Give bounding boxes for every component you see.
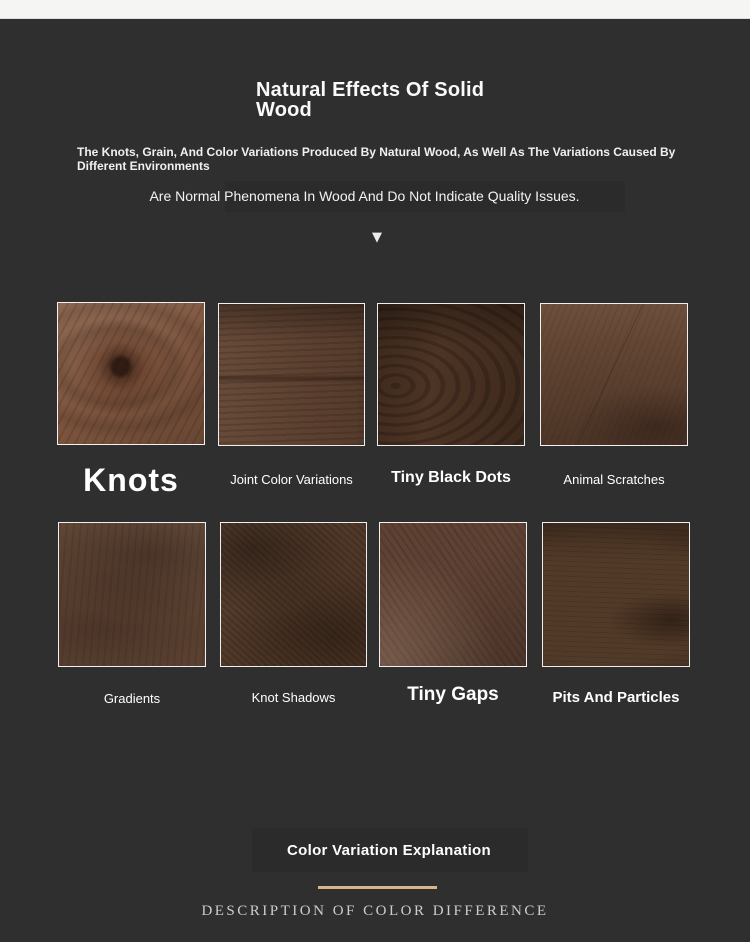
wood-caption-knot-shadows: Knot Shadows — [251, 690, 336, 705]
wood-sample-gradients — [58, 522, 206, 667]
page-top-strip — [0, 0, 750, 19]
wood-sample-tiny-gaps — [379, 522, 527, 667]
wood-sample-tiny-black-dots — [377, 303, 525, 446]
wood-caption-pits-and-particles: Pits And Particles — [552, 689, 680, 706]
wood-caption-gradients: Gradients — [103, 691, 161, 706]
footer-heading: Color Variation Explanation — [287, 842, 491, 859]
wood-caption-joint-color-variations: Joint Color Variations — [230, 472, 353, 487]
wood-sample-pits-and-particles — [542, 522, 690, 667]
footer-subheading: DESCRIPTION OF COLOR DIFFERENCE — [201, 903, 549, 919]
section-title-line1: Natural Effects Of Solid — [256, 79, 485, 101]
wood-caption-tiny-gaps: Tiny Gaps — [407, 684, 499, 705]
section-divider — [318, 886, 437, 889]
wood-caption-animal-scratches: Animal Scratches — [563, 472, 665, 487]
section-title-line2: Wood — [256, 99, 312, 121]
section-title — [256, 80, 516, 120]
section-subtitle-line1: The Knots, Grain, And Color Variations Produced By Natural Wood, As Well As The Variations Caused By — [77, 145, 676, 159]
triangle-down-icon: ▼ — [372, 230, 382, 245]
wood-sample-knots — [57, 302, 205, 445]
wood-sample-joint-color-variations — [218, 303, 365, 446]
wood-caption-knots: Knots — [83, 462, 179, 498]
section-subtitle — [77, 145, 717, 173]
wood-sample-animal-scratches — [540, 303, 688, 446]
wood-sample-knot-shadows — [220, 522, 367, 667]
wood-caption-tiny-black-dots: Tiny Black Dots — [391, 469, 511, 486]
section-tagline: Are Normal Phenomena In Wood And Do Not Indicate Quality Issues. — [149, 188, 580, 204]
section-subtitle-line2: Different Environments — [77, 159, 210, 173]
